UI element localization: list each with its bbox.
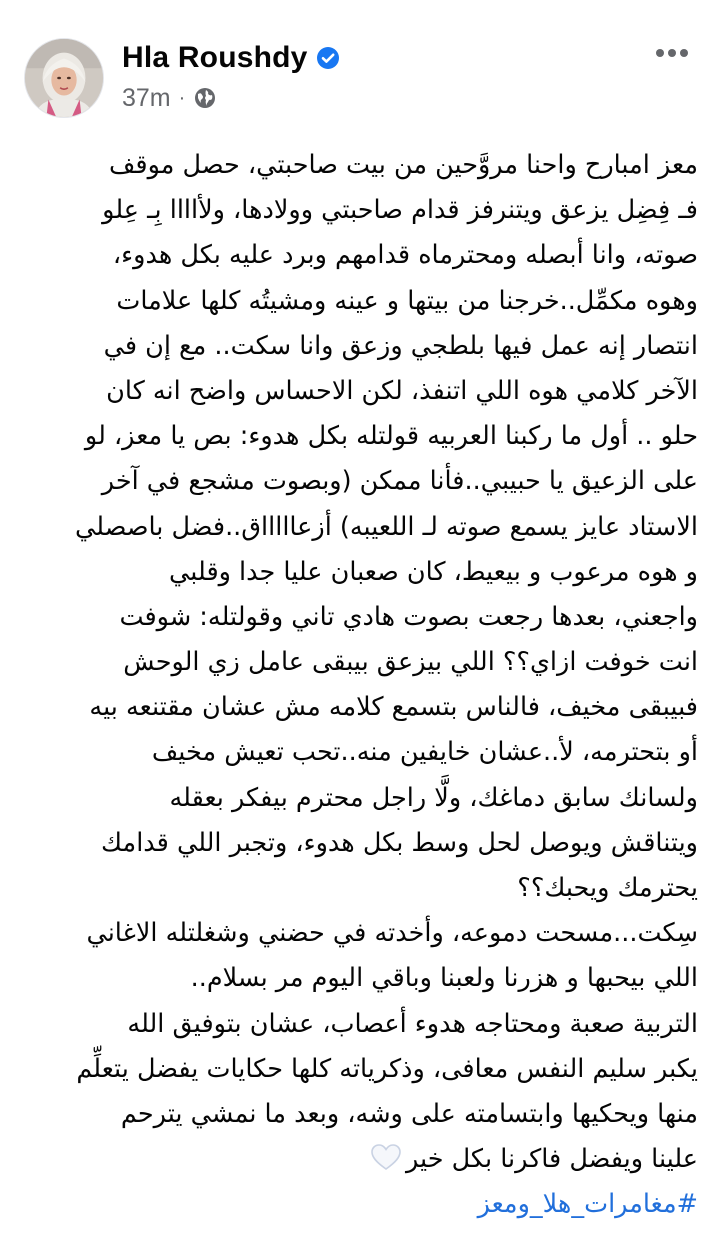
post-text: معز امبارح واحنا مروَّحين من بيت صاحبتي، حصل موقف [109, 150, 698, 180]
post-text: فبيبقى مخيف، فالناس بتسمع كلامه مش عشان مقتنعه بيه [89, 692, 698, 723]
post-text: التربية صعبة ومحتاجه هدوء أعصاب، عشان بتوفيق الله [127, 1008, 698, 1039]
white-heart-icon [370, 1141, 402, 1169]
post-text-line [24, 414, 698, 459]
post-text: أو بتحترمه، لأ..عشان خايفين منه..تحب تعيش مخيف [151, 737, 698, 768]
post-timestamp[interactable]: 37m [122, 83, 171, 112]
verified-badge-icon [316, 46, 340, 70]
post-body [24, 143, 698, 1228]
post-text: سِكت...مسحت دموعه، وأخدته في حضني وشغلتله الاغاني [86, 918, 698, 949]
post-text-line [24, 685, 698, 730]
globe-icon[interactable] [193, 86, 217, 110]
hashtag-link[interactable]: #مغامرات_هلا_ومعز [477, 1189, 698, 1220]
post-text: انت خوفت ازاي؟؟ اللي بيزعق بيبقى عامل زي الوحش [123, 647, 698, 678]
post-text-line [24, 1002, 698, 1047]
post-text-line [24, 369, 698, 414]
post-text: وهوه مكمِّل..خرجنا من بيتها و عينه ومشيتُه كلها علامات [116, 285, 698, 316]
more-options-icon [655, 48, 689, 58]
post-text: انتصار إنه عمل فيها بلطجي وزعق وانا سكت.. مع إن في [103, 330, 698, 361]
post-text-line [24, 279, 698, 324]
post-text-line [24, 1047, 698, 1092]
post-text-line [24, 730, 698, 775]
profile-photo-icon [25, 39, 103, 117]
post-text: الاستاد عايز يسمع صوته لـ اللعيبه) أزعاااااق..فضل باصصلي [75, 511, 698, 542]
post-text: ولسانك سابق دماغك، ولَّا راجل محترم بيفكر بعقله [169, 782, 698, 813]
post-text-line [24, 595, 698, 640]
post-text: و هوه مرعوب و بيعيط، كان صعبان عليا جدا وقلبي [169, 556, 698, 587]
hashtag-line [24, 1182, 698, 1227]
author-row [122, 40, 340, 76]
post-meta [122, 82, 217, 114]
post-text: الآخر كلامي هوه اللي اتنفذ، لكن الاحساس واضح انه كان [106, 375, 698, 406]
post-text-line [24, 776, 698, 821]
post-text: علينا ويفضل فاكرنا بكل خير [405, 1144, 698, 1175]
meta-separator: · [178, 86, 186, 109]
post-text-line [24, 1137, 698, 1182]
post-text-line [24, 143, 698, 188]
post-text: يحترمك ويحبك؟؟ [517, 873, 698, 903]
post-text-line [24, 866, 698, 911]
author-avatar[interactable] [24, 38, 104, 118]
post-text: صوته، وانا أبصله ومحترماه قدامهم وبرد عليه بكل هدوء، [112, 240, 698, 271]
post-text-line [24, 324, 698, 369]
post-text-line [24, 550, 698, 595]
post-text: منها ويحكيها وابتسامته على وشه، وبعد ما نمشي يترحم [120, 1098, 698, 1129]
post-text: فـ فِضِل يزعق ويتنرفز قدام صاحبتي وولادها، ولأاااا بِـ عِلو [102, 195, 698, 226]
post-text: ويتناقش ويوصل لحل وسط بكل هدوء، وتجبر اللي قدامك [101, 827, 698, 858]
post-text-line [24, 188, 698, 233]
post-text: اللي بيحبها و هزرنا ولعبنا وباقي اليوم مر بسلام.. [190, 963, 698, 994]
post-text-line [24, 233, 698, 278]
author-name[interactable]: Hla Roushdy [122, 41, 308, 74]
post-text: واجعني، بعدها رجعت بصوت هادي تاني وقولتله: شوفت [119, 601, 698, 632]
post-text-line [24, 505, 698, 550]
post-text: على الزعيق يا حبيبي..فأنا ممكن (وبصوت مشجع في آخر [101, 466, 698, 497]
post-text-line [24, 821, 698, 866]
more-options-button[interactable] [652, 38, 692, 68]
post-text: يكبر سليم النفس معافى، وذكرياته كلها حكايات يفضل يتعلِّم [76, 1053, 698, 1084]
post-text-line [24, 640, 698, 685]
post-header [0, 0, 720, 130]
post-text-line [24, 459, 698, 504]
post-text: حلو .. أول ما ركبنا العربيه قولتله بكل هدوء: بص يا معز، لو [84, 421, 698, 452]
post-text-line [24, 956, 698, 1001]
post-text-line [24, 911, 698, 956]
post-text-line [24, 1092, 698, 1137]
